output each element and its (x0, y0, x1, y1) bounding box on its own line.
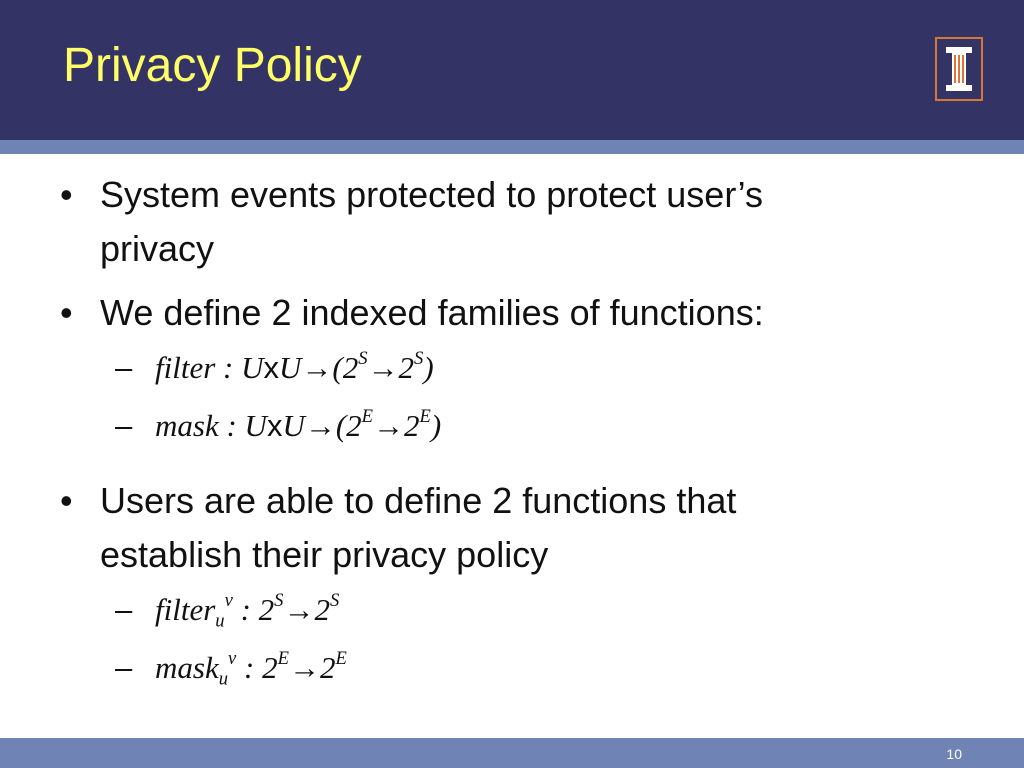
close-paren: ) (423, 350, 434, 385)
function-name: filter (155, 592, 216, 627)
dash-marker: – (115, 350, 133, 385)
superscript: v (224, 590, 233, 612)
function-name: mask (155, 408, 219, 443)
separator: : 2 (236, 650, 278, 685)
domain-u: U (279, 350, 302, 385)
cross: x (263, 350, 279, 385)
university-block-i-logo-icon (935, 37, 983, 101)
domain-u: U (282, 408, 305, 443)
arrow-icon: → (301, 350, 333, 385)
function-name: filter (155, 350, 216, 385)
subscript: u (218, 668, 229, 690)
arrow-icon: → (367, 350, 399, 385)
title-stripe (0, 140, 1024, 154)
sub-item-user-filter (60, 590, 980, 632)
subscript: u (215, 610, 225, 632)
powerset-base: 2 (398, 350, 415, 385)
arrow-icon: → (304, 408, 336, 443)
domain-u: U (241, 350, 264, 385)
exponent: S (274, 590, 284, 612)
powerset-base: 2 (319, 650, 336, 685)
dash-marker: – (115, 408, 133, 443)
bullet-text: Users are able to define 2 functions that (100, 480, 737, 521)
separator: : 2 (232, 592, 275, 627)
sub-item-mask-family (60, 408, 980, 444)
dash-marker: – (115, 650, 133, 685)
block-i-glyph (937, 39, 981, 99)
bullet-item (60, 474, 980, 582)
exponent: S (414, 348, 424, 370)
bullet-item (60, 286, 980, 340)
powerset-base: (2 (332, 350, 359, 385)
bullet-text: We define 2 indexed families of functions: (100, 292, 764, 333)
slide-title: Privacy Policy (63, 39, 362, 92)
exponent: E (277, 648, 289, 670)
sub-item-user-mask (60, 648, 980, 690)
exponent: E (419, 406, 431, 428)
bullet-item (60, 168, 980, 276)
exponent: E (361, 406, 374, 428)
bullet-text: System events protected to protect user’s (100, 174, 763, 215)
arrow-icon: → (283, 592, 315, 627)
powerset-base: 2 (404, 408, 420, 443)
sub-item-filter-family (60, 350, 980, 386)
exponent: S (358, 348, 368, 370)
bullet-marker: • (60, 174, 73, 215)
title-bar (0, 0, 1024, 140)
arrow-icon: → (288, 650, 320, 685)
function-name: mask (155, 650, 219, 685)
bullet-text: establish their privacy policy (100, 534, 549, 575)
slide-content (60, 168, 980, 708)
bullet-text: privacy (100, 228, 215, 269)
superscript: v (228, 648, 237, 670)
powerset-base: 2 (314, 592, 330, 627)
bullet-marker: • (60, 480, 73, 521)
exponent: E (335, 648, 347, 670)
powerset-base: (2 (335, 408, 362, 443)
separator: : (215, 350, 242, 385)
separator: : (218, 408, 245, 443)
bullet-marker: • (60, 292, 73, 333)
close-paren: ) (430, 408, 442, 443)
cross: x (266, 408, 283, 443)
footer-bar (0, 738, 1024, 768)
page-number: 10 (946, 746, 962, 762)
domain-u: U (244, 408, 267, 443)
exponent: S (329, 590, 340, 612)
arrow-icon: → (373, 408, 405, 443)
dash-marker: – (115, 592, 133, 627)
